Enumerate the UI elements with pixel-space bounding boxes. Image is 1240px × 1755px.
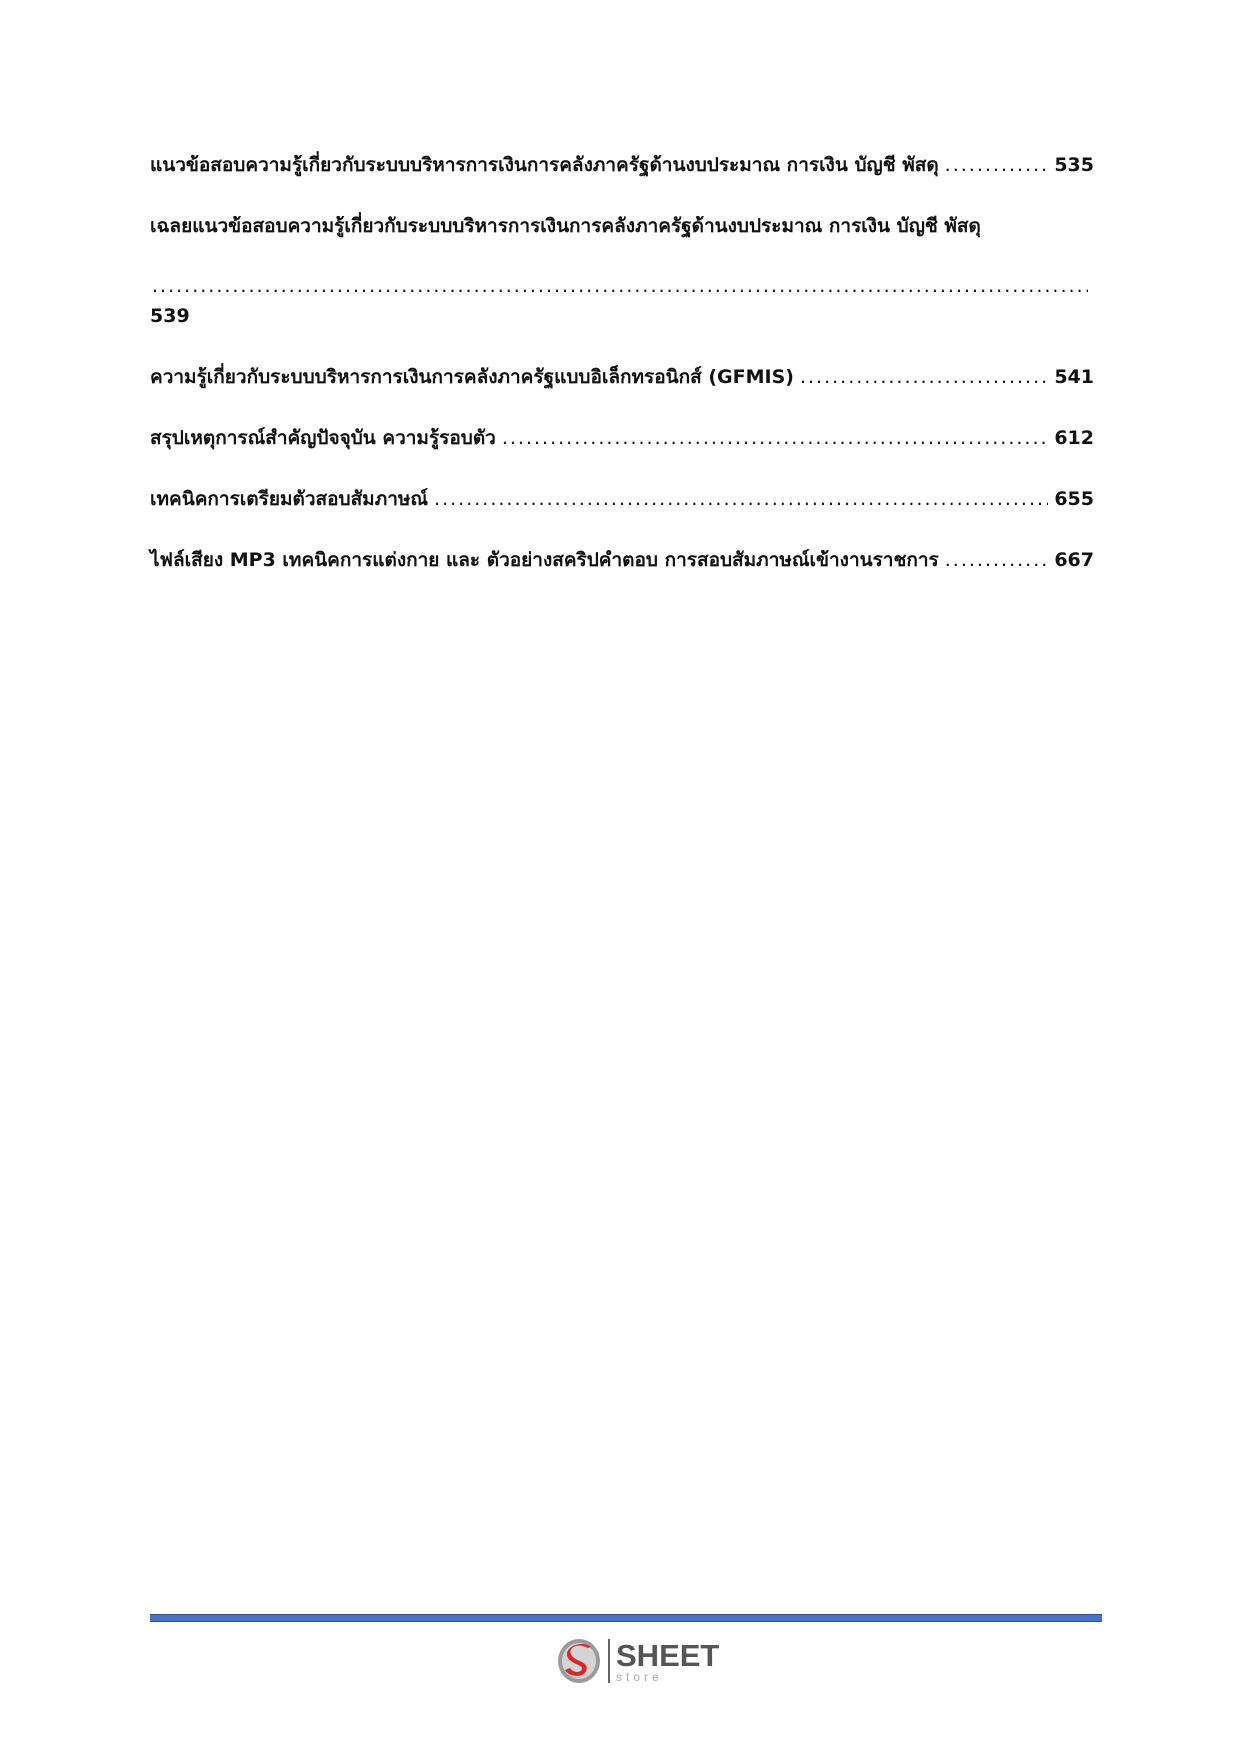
toc-entry-title: แนวข้อสอบความรู้เกี่ยวกับระบบบริหารการเงินการคลังภาครัฐด้านงบประมาณ การเงิน บัญชี พัสดุ — [150, 154, 939, 176]
toc-entry-title: เทคนิคการเตรียมตัวสอบสัมภาษณ์ — [150, 488, 429, 510]
toc-entry-title: ความรู้เกี่ยวกับระบบบริหารการเงินการคลังภาครัฐแบบอิเล็กทรอนิกส์ (GFMIS) — [150, 366, 794, 388]
toc-entry-page: 667 — [1054, 549, 1094, 571]
toc-entry[interactable] — [150, 545, 1094, 575]
toc-leader-dots — [945, 545, 1049, 575]
toc-leader-dots — [945, 150, 1049, 180]
logo-separator — [608, 1639, 610, 1683]
toc-entry[interactable] — [150, 423, 1094, 453]
toc-leader-dots — [800, 362, 1048, 392]
toc-entry[interactable] — [150, 484, 1094, 514]
toc-entry-title: สรุปเหตุการณ์สำคัญปัจจุบัน ความรู้รอบตัว — [150, 427, 496, 449]
toc-leader-dots — [434, 484, 1048, 514]
toc-entry-title: เฉลยแนวข้อสอบความรู้เกี่ยวกับระบบบริหารการเงินการคลังภาครัฐด้านงบประมาณ การเงิน บัญชี พัสดุ — [150, 215, 981, 237]
logo-word: SHEET — [616, 1637, 720, 1673]
toc-entry-title: ไฟล์เสียง MP3 เทคนิคการแต่งกาย และ ตัวอย่างสคริปคำตอบ การสอบสัมภาษณ์เข้างานราชการ — [150, 549, 939, 571]
toc-entry-page: 535 — [1054, 154, 1094, 176]
logo-wordmark — [616, 1637, 720, 1684]
table-of-contents — [150, 150, 1094, 606]
toc-entry-page: 655 — [1054, 488, 1094, 510]
toc-entry-page: 612 — [1054, 427, 1094, 449]
sheet-store-logo — [556, 1636, 719, 1686]
toc-entry[interactable] — [150, 362, 1094, 392]
logo-subword: store — [616, 1669, 663, 1684]
toc-entry-page: 541 — [1054, 366, 1094, 388]
toc-entry[interactable] — [150, 150, 1094, 180]
toc-leader-dots — [502, 423, 1048, 453]
footer-divider — [150, 1614, 1102, 1622]
toc-entry-page: 539 — [150, 305, 190, 327]
toc-entry[interactable] — [150, 211, 1094, 331]
s-logo-icon — [556, 1636, 602, 1686]
toc-leader-dots — [152, 271, 1088, 301]
